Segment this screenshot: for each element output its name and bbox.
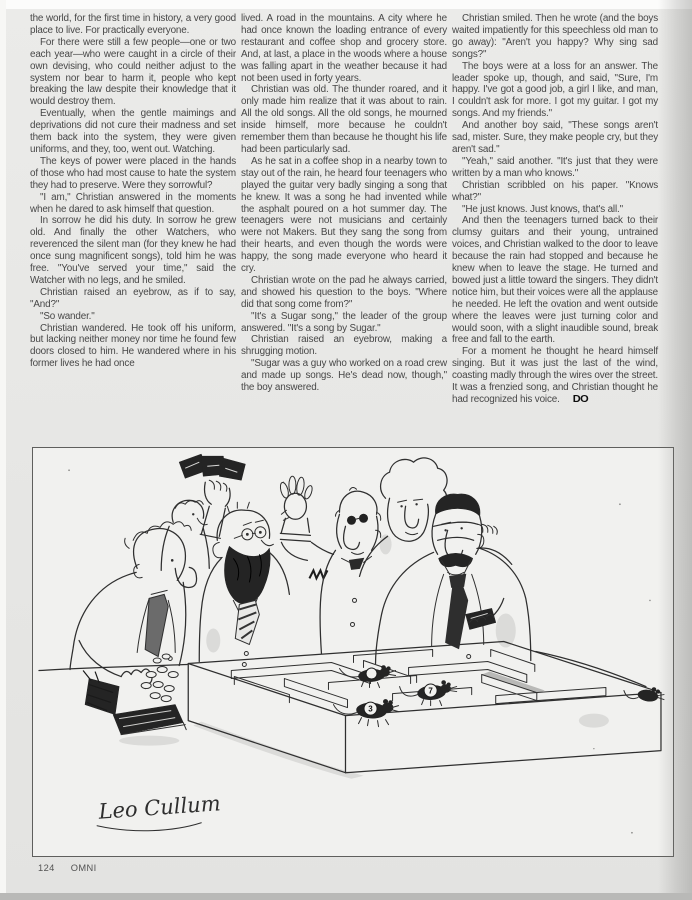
page-top-edge [0,0,692,9]
svg-text:Leo Cullum: Leo Cullum [97,790,222,824]
paragraph: Christian raised an eyebrow, as if to say, "And?" [30,286,236,310]
page-left-edge [0,0,6,900]
rat-maze [188,641,664,772]
page-number: 124 [38,863,55,873]
rat-unnumbered [339,666,395,688]
rat-number-3: 3 [368,704,373,714]
paragraph: And then the teenagers turned back to their clumsy guitars and their young, untrained voices, and Christian walked to the door to leave because the rain had stopped and because he knew when to leave the stage. He turned and bowed just a little toward the singers. They didn't notice him, but their voices were all the applause he needed. He left the ovation and went outside where the leaves were just turning color and would soon, with a slight inaudible sound, break free and fall to the earth. [452,215,658,346]
page-footer [38,863,97,873]
paragraph: "Sugar was a guy who worked on a road crew and made up songs. He's dead now, though," the boy answered. [241,358,447,394]
raised-hand-scientist [279,476,381,653]
paragraph: Christian was old. The thunder roared, and it only made him realize that it was about to rain. All the old songs. All the old songs, he mourned inside himself, more because he couldn't remember them than because he thought his life had been particularly sad. [241,84,447,155]
article-column-2 [241,13,447,406]
bowing-scientist [70,522,197,689]
paragraph: lived. A road in the mountains. A city where he had once known the loading entrance of every restaurant and coffee shop and grocery store. And, at last, a place in the woods where a house was falling apart in the weather because it had not been used in forty years. [241,13,447,84]
cartoon-illustration [33,448,673,856]
paragraph: As he sat in a coffee shop in a nearby town to stay out of the rain, he heard four teenagers who played the guitar very badly singing a song that he knew. It was a song he had invented while the asphalt poured on a hot summer day. The teenagers were not musicians and certainly were not Makers. But they sang the song from their hearts, and even though the words were happy, the song made everyone who heard it cry. [241,155,447,275]
page-right-edge [658,0,692,900]
paragraph: The boys were at a loss for an answer. The leader spoke up, though, and said, "Sure, I'm happy. I've got a good job, a girl I like, and man, I couldn't ask for more. I got my guitar. I got my songs. And my friends." [452,60,658,120]
paragraph: "It's a Sugar song," the leader of the group answered. "It's a song by Sugar." [241,310,447,334]
rat-number-7: 7 [428,686,433,696]
paragraph: For a moment he thought he heard himself singing. But it was just the last of the wind, coasting madly through the wires over the street. It was a frenzied song, and Christian thought he had recognized his voice. DO [452,346,658,405]
paragraph: In sorrow he did his duty. In sorrow he grew old. And finally the other Watchers, who reverenced the silent man (for they knew he had once sung magnificent songs), told him he was free. "You've served your time," said the Watcher with no legs, and he smiled. [30,215,236,286]
maze-walls [231,649,606,707]
paragraph: Christian wrote on the pad he always carried, and showed his question to the boys. "Where did that song come from?" [241,274,447,310]
end-of-article-mark: DO [572,393,589,405]
paragraph: For there were still a few people—one or two each year—who were caught in a circle of their own devising, who could neither adjust to the system nor bear to harm it, people who kept breaking the law despite their knowledge that it would destroy them. [30,36,236,108]
paragraph: Christian raised an eyebrow, making a shrugging motion. [241,334,447,358]
paragraph: "He just knows. Just knows, that's all." [462,203,623,215]
wash-shading [119,534,609,778]
rat-7 [400,681,457,706]
paragraph: Christian scribbled on his paper. "Knows what?" [452,179,658,203]
magazine-name: OMNI [70,863,97,873]
paragraph: "Yeah," said another. "It's just that they were written by a man who knows." [452,155,658,179]
paragraph: "So wander." [40,310,95,322]
paragraph: And another boy said, "These songs aren't sad, mister. Sure, they make people cry, but they aren't sad." [452,120,658,155]
paragraph: Christian smiled. Then he wrote (and the boys waited impatiently for this speechless old man to go away): "Aren't you happy? Why sing sad songs?" [452,13,658,60]
page-bottom-edge [0,893,692,900]
article-columns [30,13,658,406]
paragraph: Eventually, when the gentle maimings and deprivations did not cure their madness and set them back into the system, they were given uniforms, and they, too, went out. Watching. [30,108,236,155]
article-column-3 [452,13,658,406]
coins [141,654,178,702]
cartoon-signature [97,790,222,831]
paragraph: the world, for the first time in history, a very good place to live. For practically everyone. [30,13,236,36]
paragraph: The keys of power were placed in the hands of those who had most cause to hate the system they had to preserve. Were they sorrowful? [30,155,236,191]
money-pile [83,671,186,735]
cartoon-frame [32,447,674,857]
article-column-1 [30,13,236,406]
paragraph: "I am," Christian answered in the moments when he dared to ask himself that question. [30,191,236,215]
paragraph: Christian wandered. He took off his uniform, but lacking neither money nor time he found few doors closed to him. He wandered where in his former lives he had once [30,322,236,370]
